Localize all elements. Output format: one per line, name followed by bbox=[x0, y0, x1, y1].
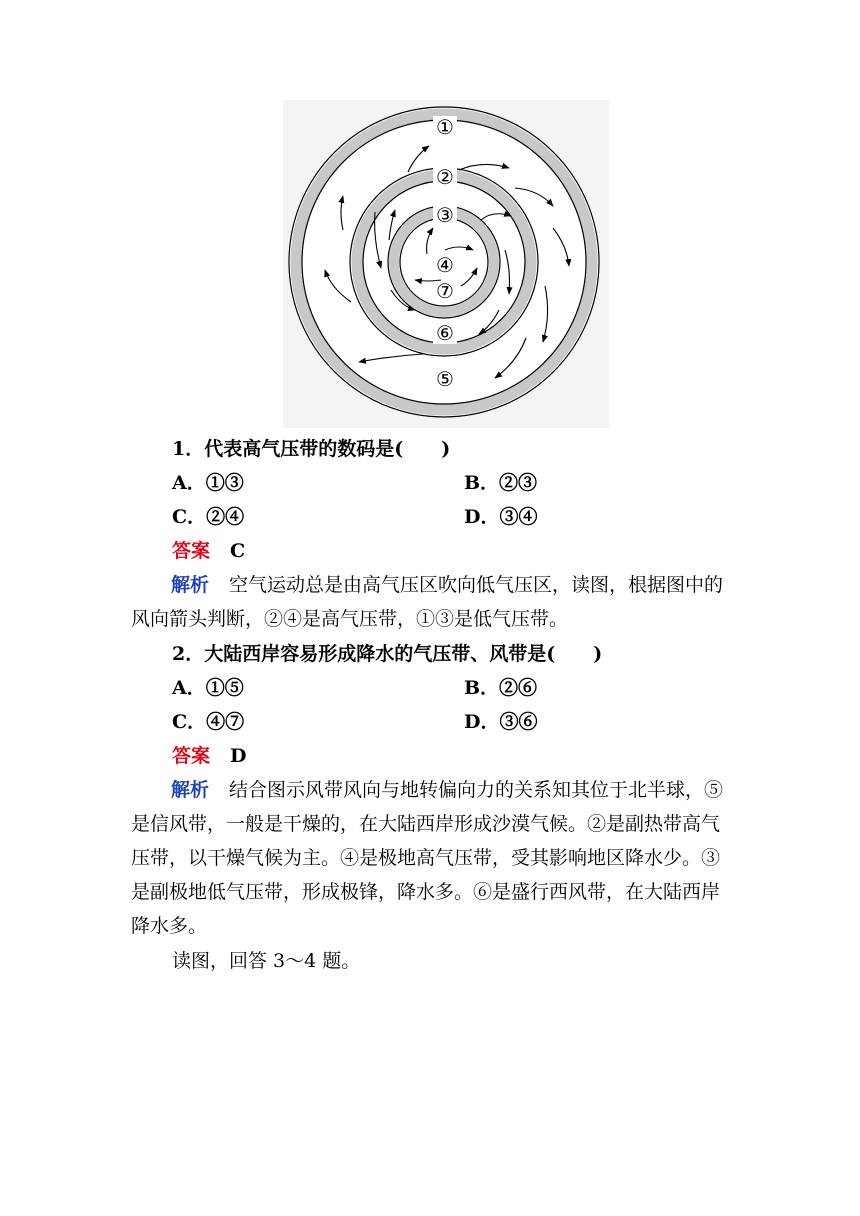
q2-explanation-text: 结合图示风带风向与地转偏向力的关系知其位于北半球，⑤是信风带，一般是干燥的，在大陆西岸形成沙漠气候。②是副热带高气压带，以干燥气候为主。④是极地高气压带，受其影响地区降水少。③是副极地低气压带，形成极锋，降水多。⑥是盛行西风带，在大陆西岸降水多。 bbox=[131, 779, 724, 937]
label-7: ⑦ bbox=[436, 279, 454, 303]
q1-explanation-text: 空气运动总是由高气压区吹向低气压区，读图，根据图中的风向箭头判断，②④是高气压带，①③是低气压带。 bbox=[131, 574, 724, 630]
q1-option-c[interactable]: C．②④ bbox=[172, 506, 245, 528]
label-3: ③ bbox=[436, 203, 454, 227]
q2-option-d[interactable]: D．③⑥ bbox=[464, 711, 538, 733]
q1-option-d[interactable]: D．③④ bbox=[464, 506, 538, 528]
q1-option-b[interactable]: B．②③ bbox=[464, 472, 538, 494]
next-questions-instruction: 读图，回答 3～4 题。 bbox=[172, 950, 361, 972]
q1-answer-line bbox=[172, 540, 245, 562]
q2-option-a[interactable]: A．①⑤ bbox=[172, 677, 244, 699]
q1-answer: C bbox=[230, 540, 246, 562]
q1-stem: 1．代表高气压带的数码是( ) bbox=[172, 438, 451, 460]
q2-stem: 2．大陆西岸容易形成降水的气压带、风带是( ) bbox=[172, 643, 603, 665]
label-6: ⑥ bbox=[436, 321, 454, 345]
pressure-belt-svg bbox=[283, 100, 609, 428]
pressure-belt-diagram bbox=[283, 100, 609, 428]
q1-option-a[interactable]: A．①③ bbox=[172, 472, 244, 494]
q2-option-b[interactable]: B．②⑥ bbox=[464, 677, 538, 699]
q1-explanation bbox=[131, 568, 731, 636]
q2-answer: D bbox=[230, 745, 247, 767]
q2-explanation bbox=[131, 773, 731, 943]
q1-answer-tag: 答案 bbox=[172, 540, 211, 562]
label-1: ① bbox=[436, 115, 454, 139]
label-4: ④ bbox=[436, 253, 454, 277]
label-5: ⑤ bbox=[436, 367, 454, 391]
q1-explain-tag: 解析 bbox=[171, 574, 210, 596]
q2-answer-line bbox=[172, 745, 247, 767]
q2-option-c[interactable]: C．④⑦ bbox=[172, 711, 245, 733]
q2-explain-tag: 解析 bbox=[171, 779, 210, 801]
label-2: ② bbox=[436, 165, 454, 189]
q2-answer-tag: 答案 bbox=[172, 745, 211, 767]
